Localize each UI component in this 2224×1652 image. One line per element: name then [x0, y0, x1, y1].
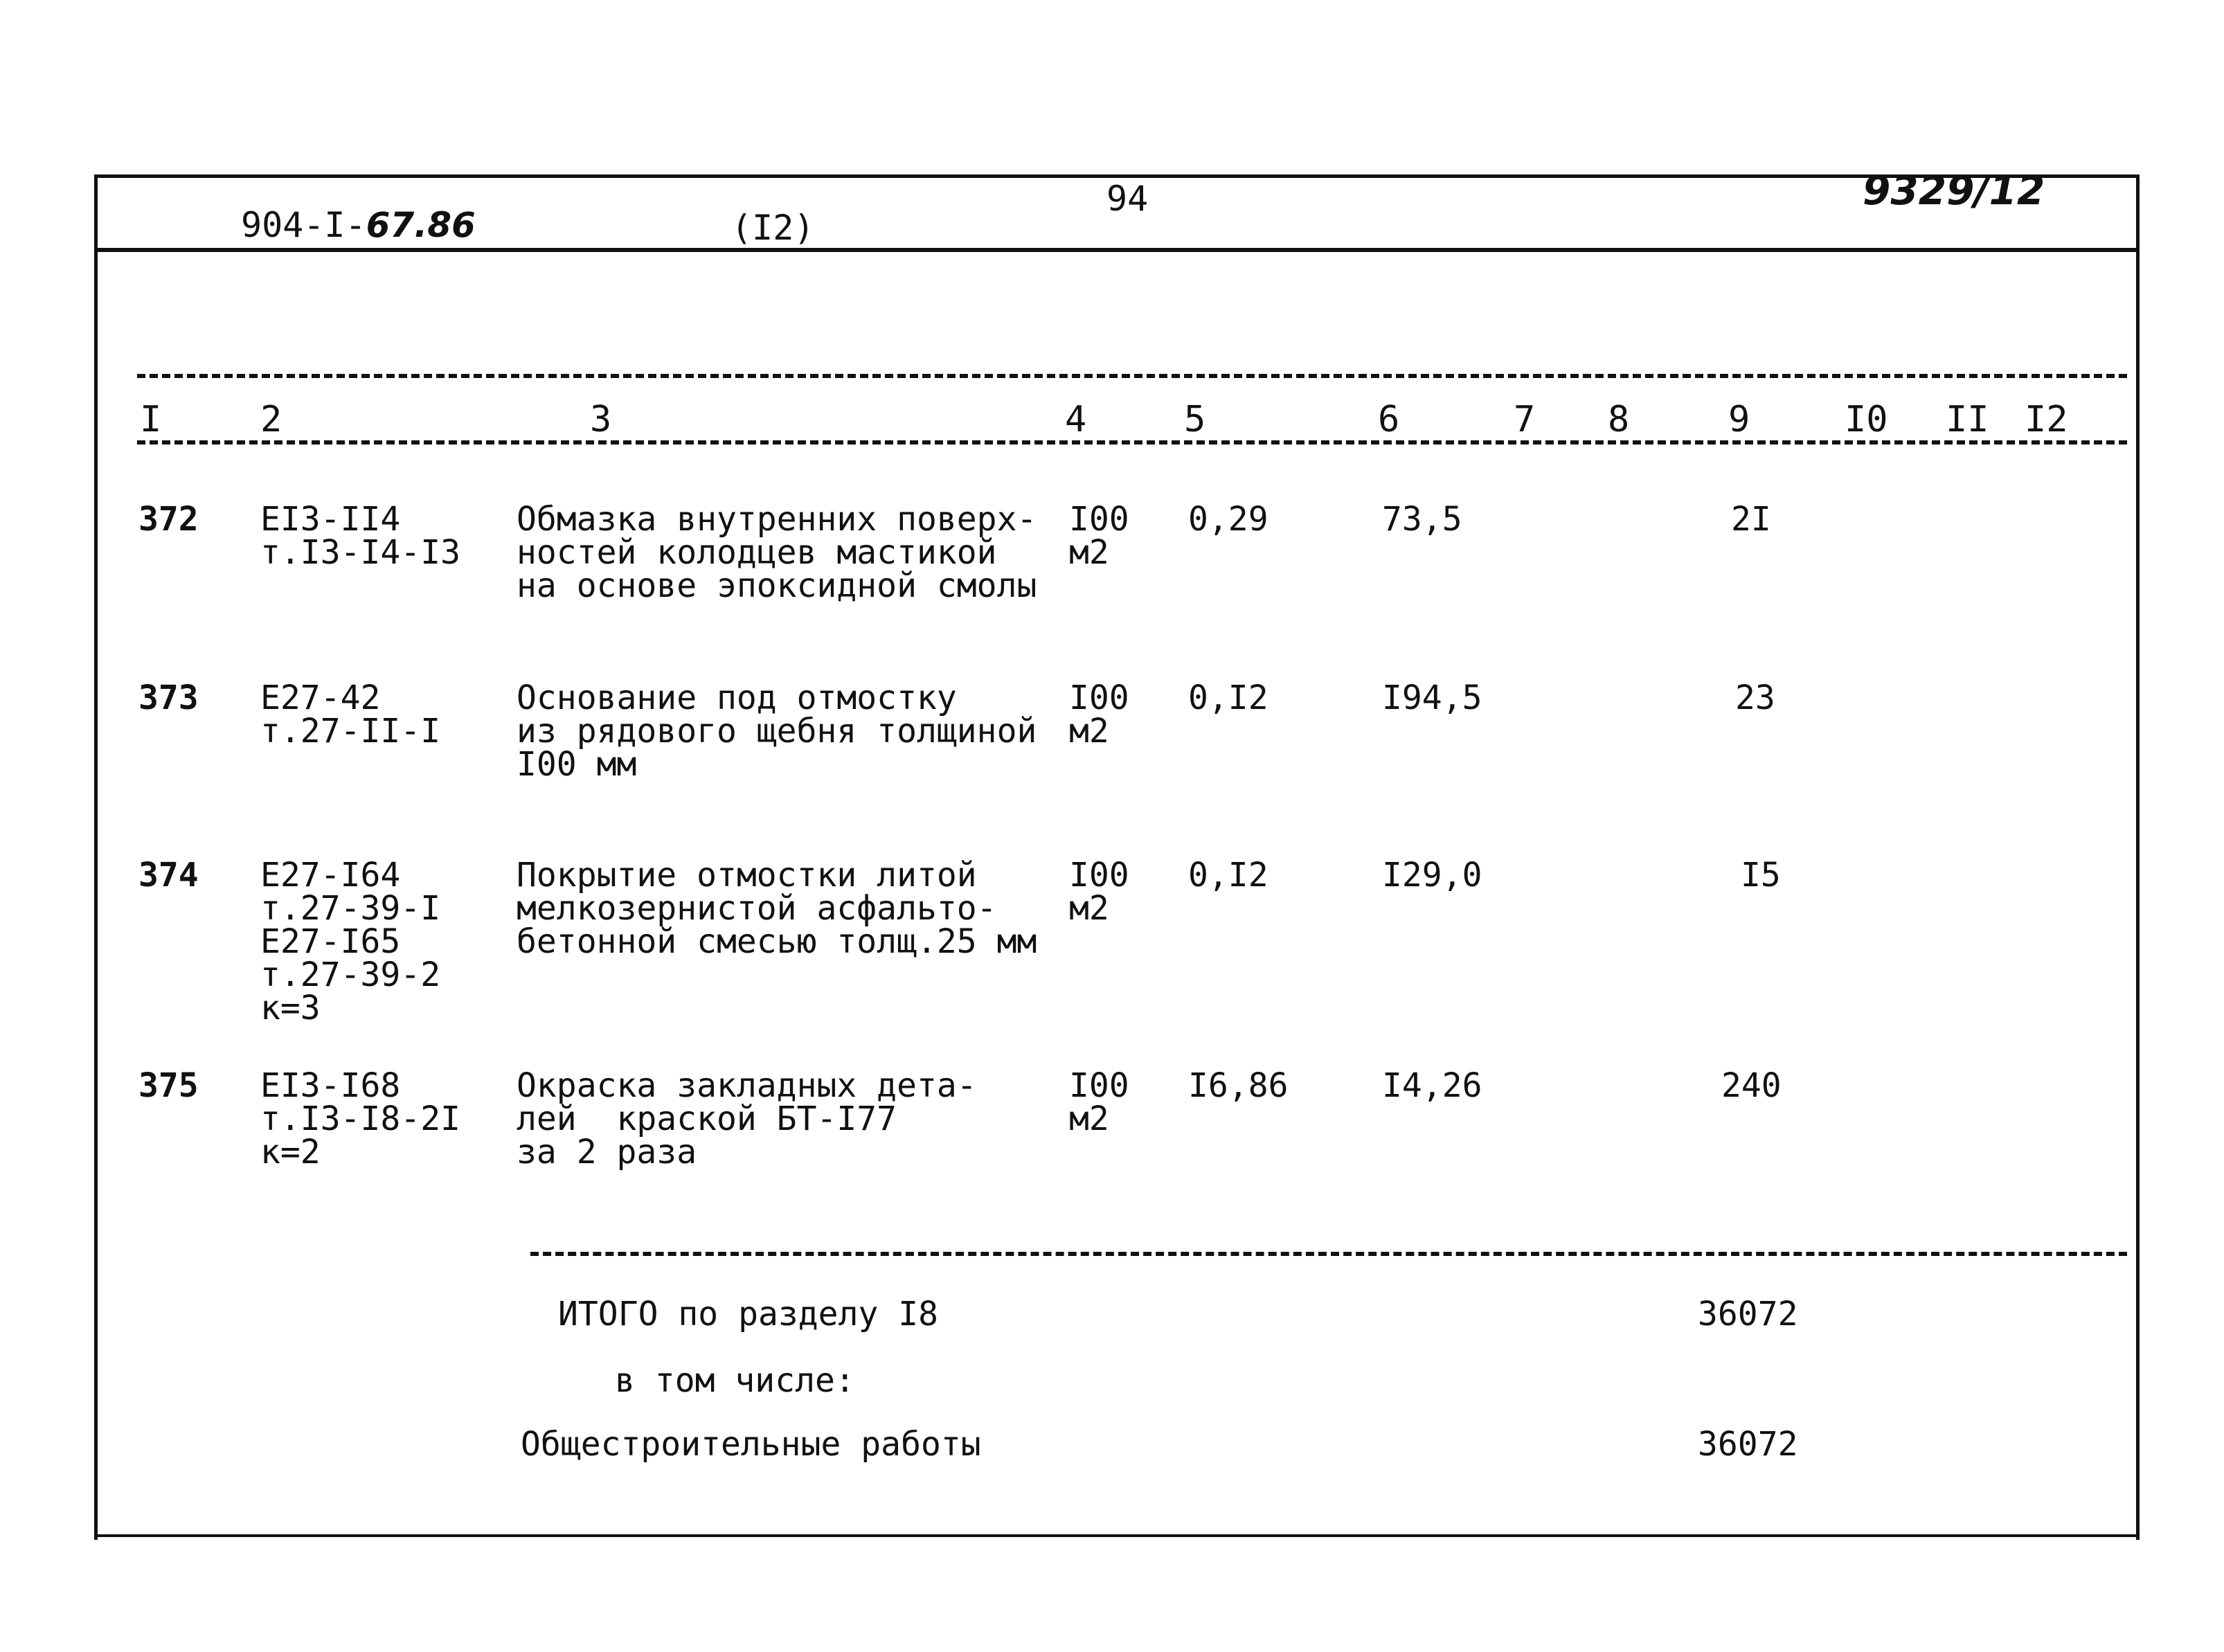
code-line: т.I3-I8-2I	[260, 1099, 460, 1138]
row-unit-price: I29,0	[1382, 856, 1482, 895]
row-quantity: I6,86	[1188, 1066, 1289, 1105]
row-unit	[1069, 500, 1129, 572]
description-line: мелкозернистой асфальто-	[517, 889, 997, 928]
row-quantity: 0,I2	[1188, 679, 1268, 717]
code-line: E27-I65	[260, 922, 401, 961]
row-quantity: 0,I2	[1188, 856, 1268, 895]
column-number: I	[140, 399, 162, 440]
description-line: Окраска закладных дета-	[517, 1066, 977, 1105]
code-line: т.I3-I4-I3	[260, 533, 460, 572]
column-number: 2	[260, 399, 283, 440]
column-number: 8	[1608, 399, 1630, 440]
code-line: E27-42	[260, 679, 381, 717]
including-label: в том числе:	[615, 1361, 855, 1400]
row-unit-price: 73,5	[1382, 500, 1462, 539]
row-code	[260, 856, 441, 1027]
summary-dashed-rule	[530, 1252, 2127, 1256]
document-code-prefix: 904-I-	[241, 205, 366, 245]
code-line: к=2	[260, 1133, 321, 1171]
column-number: 9	[1728, 399, 1750, 440]
description-line: I00 мм	[517, 745, 637, 784]
row-total: 2I	[1731, 500, 1771, 539]
row-total: 240	[1721, 1066, 1782, 1105]
description-line: за 2 раза	[517, 1133, 697, 1171]
row-unit-price: I4,26	[1382, 1066, 1482, 1105]
column-number: 3	[590, 399, 612, 440]
unit-line: м2	[1069, 1099, 1109, 1138]
column-number: 6	[1378, 399, 1400, 440]
code-line: т.27-39-2	[260, 955, 441, 994]
row-number: 375	[138, 1066, 199, 1105]
code-line: EI3-I68	[260, 1066, 401, 1105]
page-number: 94	[1106, 179, 1149, 219]
row-description	[517, 679, 1037, 784]
row-number: 372	[138, 500, 199, 539]
row-code	[260, 1066, 460, 1171]
column-number: II	[1946, 399, 1989, 440]
table-dashed-rule-top	[137, 374, 2127, 378]
unit-line: м2	[1069, 533, 1109, 572]
code-line: т.27-39-I	[260, 889, 441, 928]
row-unit	[1069, 679, 1129, 751]
row-unit	[1069, 856, 1129, 928]
description-line: Обмазка внутренних поверх-	[517, 500, 1037, 539]
column-number: 5	[1184, 399, 1206, 440]
description-line: Покрытие отмостки литой	[517, 856, 977, 895]
unit-line: м2	[1069, 712, 1109, 751]
row-unit-price: I94,5	[1382, 679, 1482, 717]
code-line: к=3	[260, 989, 321, 1027]
row-code	[260, 679, 441, 751]
unit-line: м2	[1069, 889, 1109, 928]
code-line: EI3-II4	[260, 500, 401, 539]
page-frame-bottom	[94, 1534, 2140, 1537]
description-line: бетонной смесью толщ.25 мм	[517, 922, 1037, 961]
description-line: из рядового щебня толщиной	[517, 712, 1037, 751]
unit-line: I00	[1069, 679, 1129, 717]
description-line: Основание под отмостку	[517, 679, 957, 717]
column-number: 4	[1065, 399, 1087, 440]
column-number: 7	[1514, 399, 1536, 440]
description-line: лей краской БТ-I77	[517, 1099, 897, 1138]
table-dashed-rule-bottom	[137, 440, 2127, 445]
row-unit	[1069, 1066, 1129, 1138]
row-total: I5	[1741, 856, 1781, 895]
description-line: на основе эпоксидной смолы	[517, 566, 1037, 605]
document-code	[241, 205, 476, 245]
column-number: I0	[1845, 399, 1888, 440]
row-quantity: 0,29	[1188, 500, 1268, 539]
row-description	[517, 1066, 977, 1171]
general-works-label: Общестроительные работы	[521, 1425, 981, 1464]
unit-line: I00	[1069, 1066, 1129, 1105]
code-line: т.27-II-I	[260, 712, 441, 751]
section-total-label: ИТОГО по разделу I8	[558, 1295, 939, 1334]
row-total: 23	[1735, 679, 1775, 717]
document-code-suffix: 67.86	[366, 205, 476, 245]
unit-line: I00	[1069, 500, 1129, 539]
description-line: ностей колодцев мастикой	[517, 533, 997, 572]
code-line: E27-I64	[260, 856, 401, 895]
row-number: 374	[138, 856, 199, 895]
unit-line: I00	[1069, 856, 1129, 895]
column-number: I2	[2025, 399, 2068, 440]
general-works-value: 36072	[1698, 1425, 1798, 1464]
header-rule	[98, 248, 2136, 252]
sheet-label: (I2)	[731, 208, 815, 248]
row-description	[517, 856, 1037, 961]
handwritten-archive-code: 9329/12	[1863, 167, 2045, 214]
row-description	[517, 500, 1037, 605]
row-code	[260, 500, 460, 572]
row-number: 373	[138, 679, 199, 717]
section-total-value: 36072	[1698, 1295, 1798, 1334]
